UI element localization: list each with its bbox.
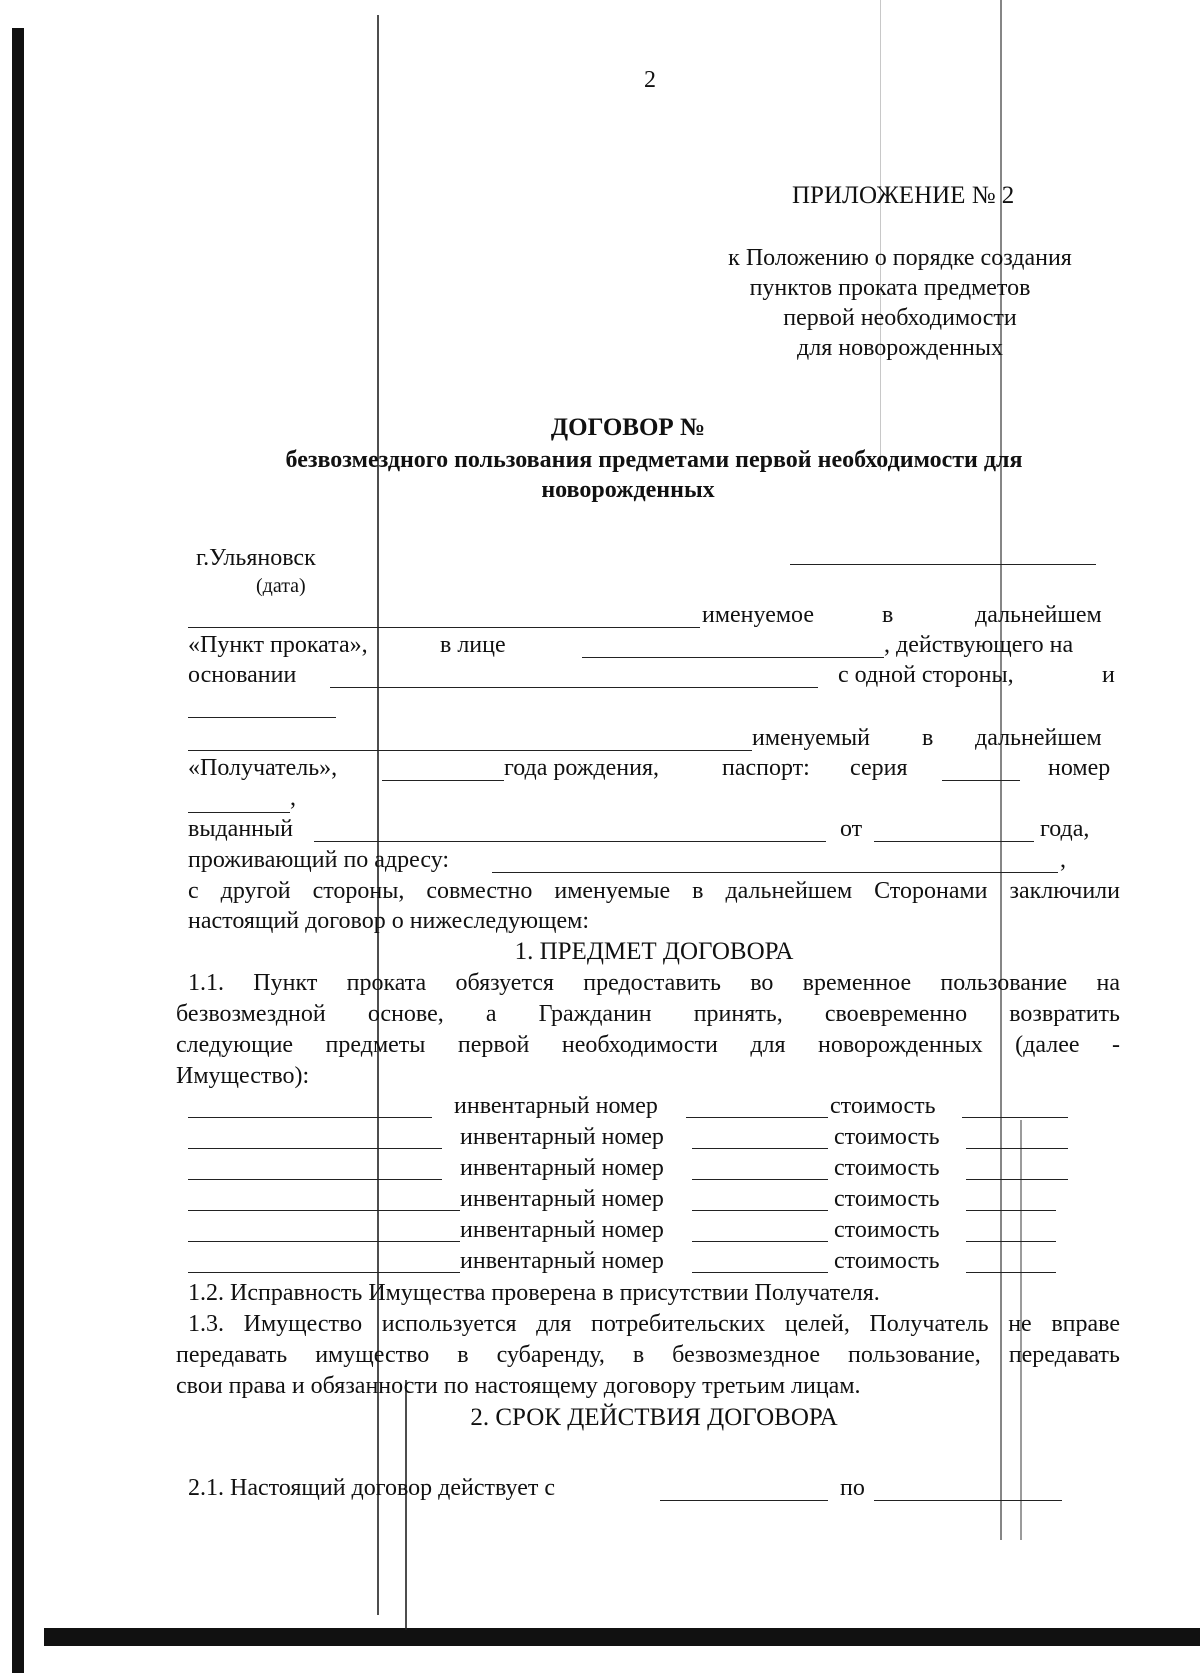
scan-artifact-line — [880, 0, 881, 470]
section-title: 1. ПРЕДМЕТ ДОГОВОРА — [514, 938, 794, 965]
inventory-row — [188, 1123, 1068, 1153]
inventory-row — [188, 1092, 1068, 1122]
passport-number-field[interactable] — [188, 792, 290, 813]
text: , действующего на — [884, 632, 1074, 658]
inventory-number-field[interactable] — [692, 1272, 828, 1273]
contract-subtitle: новорожденных — [541, 477, 715, 503]
text: от — [840, 816, 863, 842]
item-name-field[interactable] — [188, 1117, 432, 1118]
inventory-row — [188, 1185, 1068, 1215]
paragraph-line: Имущество): — [176, 1063, 310, 1089]
inventory-label: инвентарный номер — [460, 1124, 664, 1150]
text: дальнейшем — [975, 602, 1102, 628]
contract-title: ДОГОВОР № — [550, 414, 706, 441]
issued-date-field[interactable] — [874, 821, 1034, 842]
cost-label: стоимость — [834, 1248, 940, 1274]
cost-field[interactable] — [966, 1148, 1068, 1149]
text: , — [290, 785, 296, 811]
recipient-name-field[interactable] — [188, 730, 752, 751]
cost-field[interactable] — [966, 1210, 1056, 1211]
item-name-field[interactable] — [188, 1210, 460, 1211]
contract-subtitle: безвозмездного пользования предметами первой необходимости для — [285, 447, 1023, 473]
cost-field[interactable] — [962, 1117, 1068, 1118]
cost-label: стоимость — [834, 1124, 940, 1150]
annex-line: пунктов проката предметов — [749, 275, 1031, 301]
paragraph-line: с другой стороны, совместно именуемые в дальнейшем Сторонами заключили — [188, 878, 1120, 904]
inventory-number-field[interactable] — [692, 1148, 828, 1149]
inventory-row — [188, 1154, 1068, 1184]
annex-line: первой необходимости — [783, 305, 1017, 331]
inventory-label: инвентарный номер — [460, 1217, 664, 1243]
paragraph-line: следующие предметы первой необходимости для новорожденных (далее - — [176, 1032, 1120, 1058]
birth-year-field[interactable] — [382, 760, 504, 781]
text: серия — [850, 755, 908, 781]
text: в — [882, 602, 894, 628]
text: года рождения, — [504, 755, 659, 781]
representative-field[interactable] — [582, 637, 884, 658]
inventory-number-field[interactable] — [692, 1179, 828, 1180]
item-name-field[interactable] — [188, 1272, 460, 1273]
cost-label: стоимость — [834, 1186, 940, 1212]
section-title: 2. СРОК ДЕЙСТВИЯ ДОГОВОРА — [470, 1404, 838, 1431]
cost-field[interactable] — [966, 1241, 1056, 1242]
paragraph-line: 1.2. Исправность Имущества проверена в присутствии Получателя. — [188, 1280, 880, 1306]
inventory-label: инвентарный номер — [460, 1186, 664, 1212]
item-name-field[interactable] — [188, 1148, 442, 1149]
text: в — [922, 725, 934, 751]
annex-line: для новорожденных — [797, 335, 1003, 361]
page-number: 2 — [644, 67, 656, 93]
text: и — [1102, 662, 1115, 688]
inventory-row — [188, 1247, 1068, 1277]
end-date-field[interactable] — [874, 1480, 1062, 1501]
text: , — [1060, 847, 1066, 873]
paragraph-line: передавать имущество в субаренду, в безвозмездное пользование, передавать — [176, 1342, 1120, 1368]
basis-field[interactable] — [330, 667, 818, 688]
item-name-field[interactable] — [188, 1179, 442, 1180]
inventory-number-field[interactable] — [692, 1241, 828, 1242]
inventory-label: инвентарный номер — [460, 1248, 664, 1274]
text: именуемое — [702, 602, 814, 628]
text: с одной стороны, — [838, 662, 1014, 688]
address-field[interactable] — [492, 852, 1058, 873]
issued-by-field[interactable] — [314, 821, 826, 842]
paragraph-line: безвозмездной основе, а Гражданин принять, своевременно возвратить — [176, 1001, 1120, 1027]
text: именуемый — [752, 725, 871, 751]
party-continue-field[interactable] — [188, 697, 336, 718]
start-date-field[interactable] — [660, 1480, 828, 1501]
passport-series-field[interactable] — [942, 760, 1020, 781]
paragraph-line: 1.3. Имущество используется для потребительских целей, Получатель не вправе — [188, 1311, 1120, 1337]
text: «Пункт проката», — [188, 632, 368, 658]
text: проживающий по адресу: — [188, 847, 450, 873]
provider-name-field[interactable] — [188, 607, 700, 628]
paragraph-line: 2.1. Настоящий договор действует с — [188, 1475, 556, 1501]
cost-field[interactable] — [966, 1179, 1068, 1180]
annex-title: ПРИЛОЖЕНИЕ № 2 — [792, 182, 1015, 209]
scan-edge-left — [12, 28, 24, 1673]
text: года, — [1040, 816, 1090, 842]
text: выданный — [188, 816, 293, 842]
paragraph-line: свои права и обязанности по настоящему договору третьим лицам. — [176, 1373, 861, 1399]
cost-label: стоимость — [834, 1217, 940, 1243]
cost-label: стоимость — [830, 1093, 936, 1119]
paragraph-line: 1.1. Пункт проката обязуется предоставить во временное пользование на — [188, 970, 1120, 996]
annex-line: к Положению о порядке создания — [728, 245, 1072, 271]
text: основании — [188, 662, 297, 688]
inventory-label: инвентарный номер — [454, 1093, 658, 1119]
cost-label: стоимость — [834, 1155, 940, 1181]
inventory-row — [188, 1216, 1068, 1246]
scan-edge-bottom — [44, 1628, 1200, 1646]
text: паспорт: — [722, 755, 810, 781]
text: «Получатель», — [188, 755, 338, 781]
item-name-field[interactable] — [188, 1241, 460, 1242]
paragraph-line: настоящий договор о нижеследующем: — [188, 908, 589, 934]
date-field[interactable] — [790, 544, 1096, 565]
inventory-number-field[interactable] — [692, 1210, 828, 1211]
date-label: (дата) — [256, 575, 306, 597]
text: дальнейшем — [975, 725, 1102, 751]
inventory-number-field[interactable] — [686, 1117, 828, 1118]
text: в лице — [440, 632, 506, 658]
cost-field[interactable] — [966, 1272, 1056, 1273]
inventory-label: инвентарный номер — [460, 1155, 664, 1181]
text: по — [840, 1475, 865, 1501]
text: номер — [1048, 755, 1111, 781]
city: г.Ульяновск — [196, 545, 316, 571]
